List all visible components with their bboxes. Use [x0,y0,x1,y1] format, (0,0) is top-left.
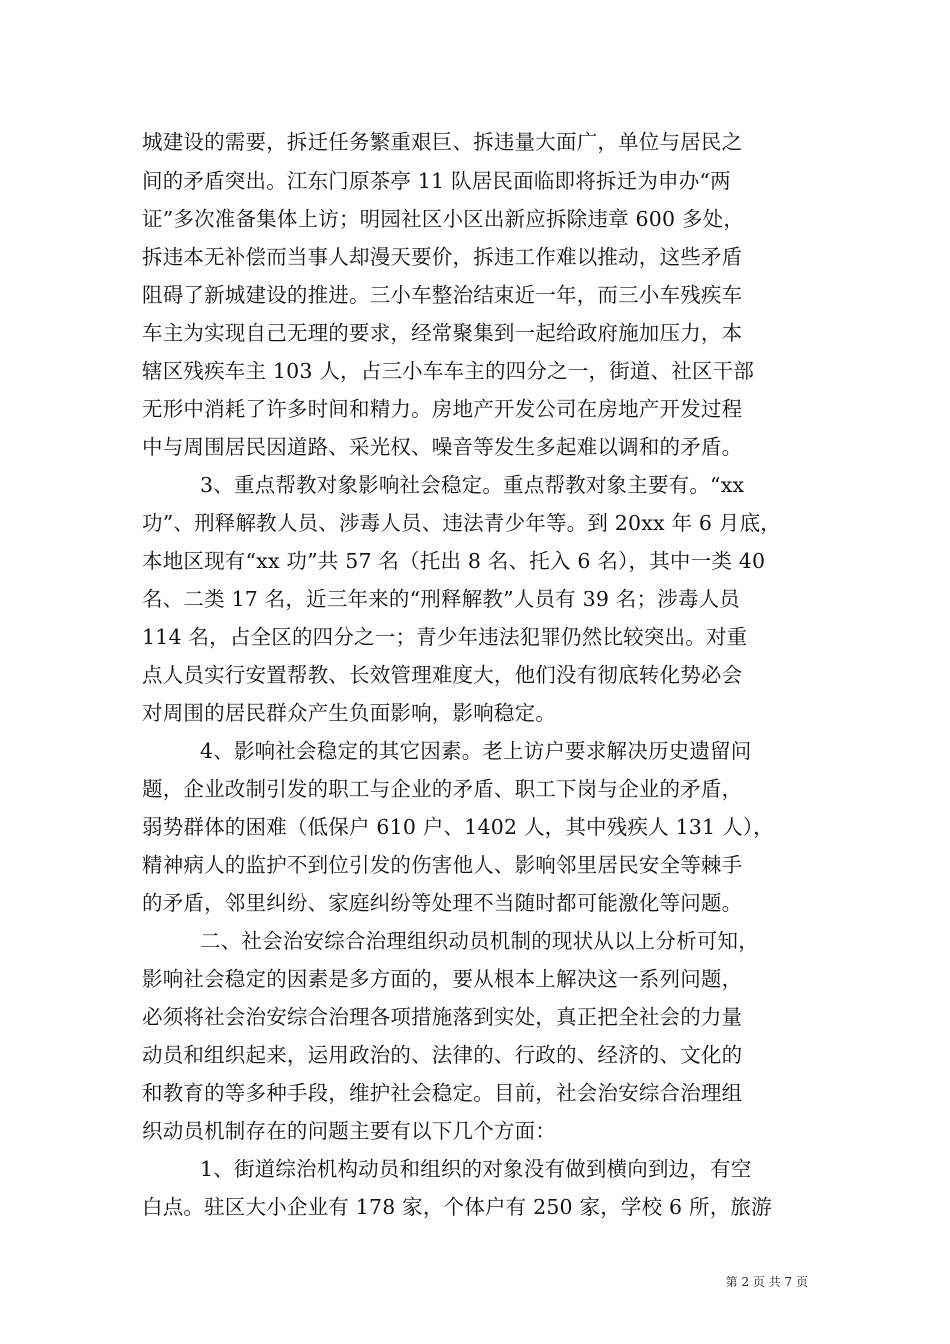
text-line: 拆违本无补偿而当事人却漫天要价，拆违工作难以推动，这些矛盾 [142,245,743,269]
text-line: 点人员实行安置帮教、长效管理难度大，他们没有彻底转化势必会 [142,663,743,687]
paragraph-first-line: 4、影响社会稳定的其它因素。老上访户要求解决历史遗留问 [200,739,752,763]
text-line: 间的矛盾突出。江东门原茶亭 11 队居民面临即将拆迁为申办“两 [142,169,731,193]
text-line: 114 名，占全区的四分之一；青少年违法犯罪仍然比较突出。对重 [142,625,748,649]
text-line: 必须将社会治安综合治理各项措施落到实处，真正把全社会的力量 [142,1005,743,1029]
text-line: 白点。驻区大小企业有 178 家，个体户有 250 家，学校 6 所，旅游 [142,1195,772,1219]
text-line: 车主为实现自己无理的要求，经常聚集到一起给政府施加压力，本 [142,321,743,345]
text-line: 无形中消耗了许多时间和精力。房地产开发公司在房地产开发过程 [142,397,743,421]
paragraph-first-line: 1、街道综治机构动员和组织的对象没有做到横向到边，有空 [200,1157,752,1181]
text-line: 名、二类 17 名，近三年来的“刑释解教”人员有 39 名；涉毒人员 [142,587,740,611]
text-line: 阻碍了新城建设的推进。三小车整治结束近一年，而三小车残疾车 [142,283,743,307]
text-line: 精神病人的监护不到位引发的伤害他人、影响邻里居民安全等棘手 [142,853,743,877]
text-line: 辖区残疾车主 103 人，占三小车车主的四分之一，街道、社区干部 [142,359,755,383]
paragraph-first-line: 3、重点帮教对象影响社会稳定。重点帮教对象主要有。“xx [200,473,745,497]
text-line: 和教育的等多种手段，维护社会稳定。目前，社会治安综合治理组 [142,1081,743,1105]
text-line: 对周围的居民群众产生负面影响，影响稳定。 [142,701,556,725]
text-line: 城建设的需要，拆迁任务繁重艰巨、拆违量大面广，单位与居民之 [142,130,743,154]
text-line: 影响社会稳定的因素是多方面的，要从根本上解决这一系列问题， [142,967,743,991]
page-number-footer: 第 2 页 共 7 页 [725,1275,808,1289]
text-line: 弱势群体的困难（低保户 610 户、1402 人，其中残疾人 131 人）， [142,815,774,839]
text-line: 本地区现有“xx 功”共 57 名（托出 8 名、托入 6 名），其中一类 40 [142,549,766,573]
text-line: 中与周围居民因道路、采光权、噪音等发生多起难以调和的矛盾。 [142,435,743,459]
text-line: 功”、刑释解教人员、涉毒人员、违法青少年等。到 20xx 年 6 月底， [142,511,781,535]
section-heading-line: 二、社会治安综合治理组织动员机制的现状从以上分析可知， [200,929,759,953]
text-line: 织动员机制存在的问题主要有以下几个方面： [142,1119,556,1143]
text-line: 的矛盾，邻里纠纷、家庭纠纷等处理不当随时都可能激化等问题。 [142,891,743,915]
text-line: 题，企业改制引发的职工与企业的矛盾、职工下岗与企业的矛盾， [142,777,743,801]
text-line: 动员和组织起来，运用政治的、法律的、行政的、经济的、文化的 [142,1043,743,1067]
text-line: 证”多次准备集体上访；明园社区小区出新应拆除违章 600 多处， [142,207,745,231]
